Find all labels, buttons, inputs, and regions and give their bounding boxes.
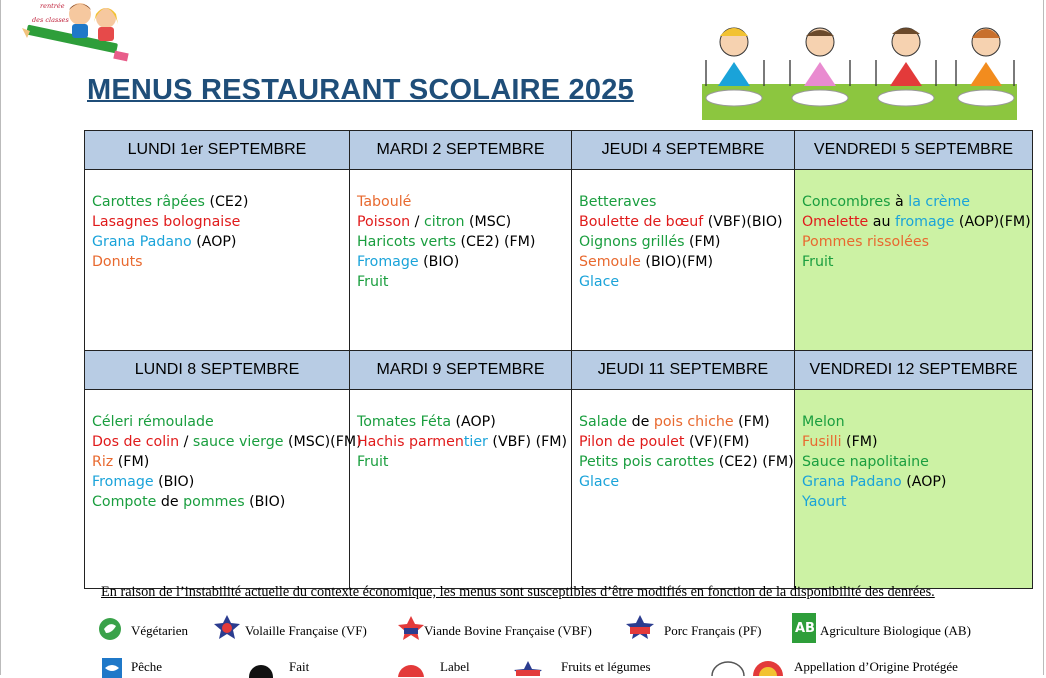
menu-item-text: la crème — [908, 194, 970, 210]
menu-item-text: Fruit — [802, 254, 834, 270]
menu-item-text: Yaourt — [802, 494, 847, 510]
menu-item-text: (VBF)(BIO) — [703, 214, 783, 230]
page-title: MENUS RESTAURANT SCOLAIRE 2025 — [87, 74, 634, 106]
menu-item-text: à — [890, 194, 909, 210]
menu-item-text: Glace — [579, 274, 620, 290]
menu-item-text: Petits pois carottes — [579, 454, 715, 470]
day-menu-cell — [85, 170, 350, 351]
menu-item-text: Haricots verts — [357, 234, 456, 250]
week1-header-row — [85, 131, 1033, 170]
menu-item — [802, 412, 1026, 432]
menu-item — [92, 492, 343, 512]
menu-item-text: (FM) — [733, 414, 770, 430]
menu-item-text: Oignons grillés — [579, 234, 685, 250]
menu-item — [579, 212, 788, 232]
menu-item — [357, 212, 565, 232]
menu-item — [357, 272, 565, 292]
menu-item-text: Grana Padano — [802, 474, 902, 490]
menu-item-text: tier — [463, 434, 488, 450]
menu-item-text: (BIO)(FM) — [640, 254, 714, 270]
peche-icon — [102, 658, 124, 678]
menu-item-text: Compote — [92, 494, 157, 510]
day-header: MARDI 9 SEPTEMBRE — [350, 351, 572, 390]
menu-item-text: citron — [423, 214, 465, 230]
menu-item-text: (CE2) (FM) — [456, 234, 536, 250]
menu-item-text: au — [868, 214, 895, 230]
day-menu-cell — [795, 390, 1033, 589]
menu-item-text: Fromage — [357, 254, 419, 270]
legend-label: Label — [440, 659, 470, 674]
menu-item-text: Omelette — [802, 214, 869, 230]
menu-item-text: Grana Padano — [92, 234, 192, 250]
legend-pf: Porc Français (PF) — [664, 623, 762, 638]
menu-item — [579, 472, 788, 492]
legend-fruits: Fruits et légumes — [561, 659, 651, 674]
menu-item-text: Carottes râpées — [92, 194, 205, 210]
menu-item — [92, 472, 343, 492]
day-menu-cell — [795, 170, 1033, 351]
menu-item-text: (BIO) — [418, 254, 460, 270]
menu-item — [802, 212, 1031, 232]
menu-item-text: Sauce napolitaine — [802, 454, 929, 470]
menu-item-text: Betteraves — [579, 194, 657, 210]
day-menu-cell — [350, 170, 572, 351]
menu-item — [357, 192, 565, 212]
menu-item — [579, 272, 788, 292]
menu-item-text: de — [156, 494, 184, 510]
menu-item-text: Pilon de poulet — [579, 434, 685, 450]
fait-maison-icon — [248, 664, 274, 678]
week1-menu-row — [85, 170, 1033, 351]
menu-item — [357, 232, 565, 252]
viande-bovine-francaise-icon — [396, 615, 426, 643]
menu-item-text: (BIO) — [244, 494, 286, 510]
menu-item-text: de — [627, 414, 654, 430]
availability-notice: En raison de l’instabilité actuelle du contexte économique, les menus sont susceptibles d’être modifiés en fonction de la disponibilité des denrées. — [101, 584, 935, 600]
day-header: MARDI 2 SEPTEMBRE — [350, 131, 572, 170]
volaille-francaise-icon — [212, 614, 242, 640]
legend-ab: Agriculture Biologique (AB) — [820, 623, 971, 638]
agriculture-biologique-icon — [792, 613, 816, 643]
day-header: JEUDI 11 SEPTEMBRE — [572, 351, 795, 390]
menu-item-text: pommes — [183, 494, 245, 510]
menu-item-text: (FM) — [684, 234, 721, 250]
legend-peche: Pêche — [131, 659, 163, 674]
menu-item-text: (BIO) — [153, 474, 195, 490]
day-header: LUNDI 1er SEPTEMBRE — [85, 131, 350, 170]
menu-item — [802, 432, 1026, 452]
menu-item-text: Riz — [92, 454, 114, 470]
menu-item — [579, 412, 788, 432]
week2-header-row — [85, 351, 1033, 390]
menu-item-text: (FM) — [841, 434, 878, 450]
menu-item — [579, 252, 788, 272]
menu-item — [357, 412, 565, 432]
day-menu-cell — [572, 390, 795, 589]
menu-item-text: Fusilli — [802, 434, 842, 450]
menu-item — [92, 412, 343, 432]
porc-francais-icon — [623, 614, 657, 642]
menu-item-text: Fruit — [357, 274, 389, 290]
day-header: VENDREDI 5 SEPTEMBRE — [795, 131, 1033, 170]
menu-item-text: (AOP)(FM) — [954, 214, 1031, 230]
fruits-legumes-france-icon — [506, 660, 550, 676]
menu-item — [579, 432, 788, 452]
week2-menu-row — [85, 390, 1033, 589]
menu-item-text: (FM) — [113, 454, 150, 470]
menu-item-text: (CE2) (FM) — [714, 454, 794, 470]
day-menu-cell — [85, 390, 362, 589]
menu-item — [357, 252, 565, 272]
menu-item — [802, 452, 1026, 472]
day-menu-cell — [572, 170, 795, 351]
logo-text-1: rentrée — [40, 2, 65, 10]
menu-item-text: (AOP) — [451, 414, 496, 430]
day-menu-cell — [350, 390, 572, 589]
menu-item-text: / — [410, 214, 424, 230]
menu-item — [92, 432, 362, 452]
menu-item — [579, 192, 788, 212]
menu-item-text: Hachis parmen — [357, 434, 464, 450]
legend-vbf: Viande Bovine Française (VBF) — [424, 623, 592, 638]
menu-item-text: fromage — [894, 214, 955, 230]
menu-item-text: (MSC) — [464, 214, 512, 230]
legend-aop: Appellation d’Origine Protégée — [794, 659, 958, 674]
ab-icon-text: AB — [795, 621, 815, 636]
menu-item — [579, 232, 788, 252]
day-header: JEUDI 4 SEPTEMBRE — [572, 131, 795, 170]
menu-item — [357, 452, 565, 472]
menu-item-text: (AOP) — [901, 474, 947, 490]
menu-item-text: Glace — [579, 474, 620, 490]
menu-item — [92, 452, 343, 472]
day-header: LUNDI 8 SEPTEMBRE — [85, 351, 350, 390]
legend-fait: Fait — [289, 659, 310, 674]
menu-item — [357, 432, 568, 452]
menu-item-text: Boulette de bœuf — [579, 214, 704, 230]
menu-item-text: (VBF) (FM) — [487, 434, 568, 450]
logo-text-2: des classes — [32, 16, 69, 24]
menu-item — [802, 492, 1026, 512]
menu-item-text: Fruit — [357, 454, 389, 470]
legend-vf: Volaille Française (VF) — [245, 623, 367, 638]
aop-icon — [708, 660, 788, 676]
menu-item-text: (AOP) — [191, 234, 237, 250]
menu-item — [92, 252, 343, 272]
menu-item — [802, 472, 1026, 492]
rentree-logo — [18, 0, 133, 65]
menu-item-text: Semoule — [579, 254, 641, 270]
menu-table — [84, 130, 1033, 589]
menu-item-text: Poisson — [357, 214, 411, 230]
day-header: VENDREDI 12 SEPTEMBRE — [795, 351, 1033, 390]
menu-item-text: Donuts — [92, 254, 143, 270]
menu-item — [802, 252, 1026, 272]
menu-item — [92, 232, 343, 252]
vegetarian-icon — [97, 617, 123, 641]
legend-vegetarian: Végétarien — [131, 623, 189, 638]
menu-item-text: sauce vierge — [192, 434, 284, 450]
menu-item — [579, 452, 794, 472]
menu-item-text: (MSC)(FM) — [283, 434, 362, 450]
menu-item-text: pois chiche — [653, 414, 734, 430]
menu-item-text: Céleri rémoulade — [92, 414, 214, 430]
menu-item-text: / — [179, 434, 193, 450]
menu-item — [802, 232, 1026, 252]
menu-item — [92, 212, 343, 232]
menu-item-text: Tomates Féta — [357, 414, 452, 430]
menu-item-text: Pommes rissolées — [802, 234, 930, 250]
menu-item-text: (VF)(FM) — [684, 434, 750, 450]
menu-item-text: Fromage — [92, 474, 154, 490]
menu-item-text: Lasagnes bolognaise — [92, 214, 241, 230]
menu-item — [92, 192, 343, 212]
children-at-table-illustration — [702, 20, 1017, 120]
menu-item-text: Dos de colin — [92, 434, 180, 450]
menu-item-text: Melon — [802, 414, 845, 430]
menu-item — [802, 192, 1026, 212]
menu-item-text: (CE2) — [204, 194, 249, 210]
menu-item-text: Salade — [579, 414, 628, 430]
menu-item-text: Concombres — [802, 194, 891, 210]
menu-item-text: Taboulé — [357, 194, 412, 210]
